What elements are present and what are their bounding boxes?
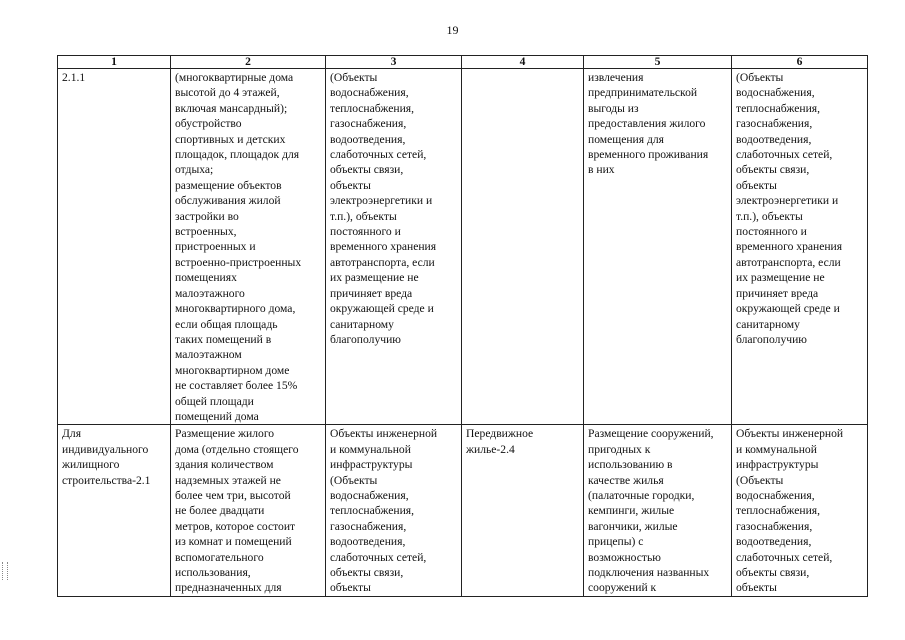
table-cell bbox=[462, 69, 584, 425]
land-use-table bbox=[57, 55, 868, 597]
table-cell: извлечения предпринимательской выгоды из предоставления жилого помещения для временного проживания в них bbox=[584, 69, 732, 425]
table-cell: Размещение жилого дома (отдельно стоящего здания количеством надземных этажей не более чем три, высотой не более двадцати метров, которое состоит из комнат и помещений вспомогательного использования, предназначенных для bbox=[171, 425, 326, 596]
table-cell: Объекты инженерной и коммунальной инфраструктуры (Объекты водоснабжения, теплоснабжения, газоснабжения, водоотведения, слаботочных сетей, объекты связи, объекты bbox=[326, 425, 462, 596]
table-row bbox=[58, 425, 868, 596]
column-header-6: 6 bbox=[732, 56, 868, 69]
column-header-3: 3 bbox=[326, 56, 462, 69]
column-header-5: 5 bbox=[584, 56, 732, 69]
table-cell: Передвижное жилье-2.4 bbox=[462, 425, 584, 596]
table-cell: (Объекты водоснабжения, теплоснабжения, газоснабжения, водоотведения, слаботочных сетей, объекты связи, объекты электроэнергетики и т.п.), объекты постоянного и временного хранения автотранспорта, если их размещение не причиняет вреда окружающей среде и санитарному благополучию bbox=[326, 69, 462, 425]
page-number: 19 bbox=[446, 23, 459, 37]
table-cell: 2.1.1 bbox=[58, 69, 171, 425]
column-header-2: 2 bbox=[171, 56, 326, 69]
table-header-row bbox=[58, 56, 868, 69]
column-header-4: 4 bbox=[462, 56, 584, 69]
scan-artifact bbox=[2, 562, 8, 580]
table-cell: (многоквартирные дома высотой до 4 этажей, включая мансардный); обустройство спортивных и детских площадок, площадок для отдыха; размещение объектов обслуживания жилой застройки во встроенных, пристроенных и встроенно-пристроенных помещениях малоэтажного многоквартирного дома, если общая площадь таких помещений в малоэтажном многоквартирном доме не составляет более 15% общей площади помещений дома bbox=[171, 69, 326, 425]
table-cell: Размещение сооружений, пригодных к использованию в качестве жилья (палаточные городки, кемпинги, жилые вагончики, жилые прицепы) с возможностью подключения названных сооружений к bbox=[584, 425, 732, 596]
table-cell: Для индивидуального жилищного строительства-2.1 bbox=[58, 425, 171, 596]
table-row bbox=[58, 69, 868, 425]
column-header-1: 1 bbox=[58, 56, 171, 69]
table-cell: Объекты инженерной и коммунальной инфраструктуры (Объекты водоснабжения, теплоснабжения, газоснабжения, водоотведения, слаботочных сетей, объекты связи, объекты bbox=[732, 425, 868, 596]
table-cell: (Объекты водоснабжения, теплоснабжения, газоснабжения, водоотведения, слаботочных сетей, объекты связи, объекты электроэнергетики и т.п.), объекты постоянного и временного хранения автотранспорта, если их размещение не причиняет вреда окружающей среде и санитарному благополучию bbox=[732, 69, 868, 425]
